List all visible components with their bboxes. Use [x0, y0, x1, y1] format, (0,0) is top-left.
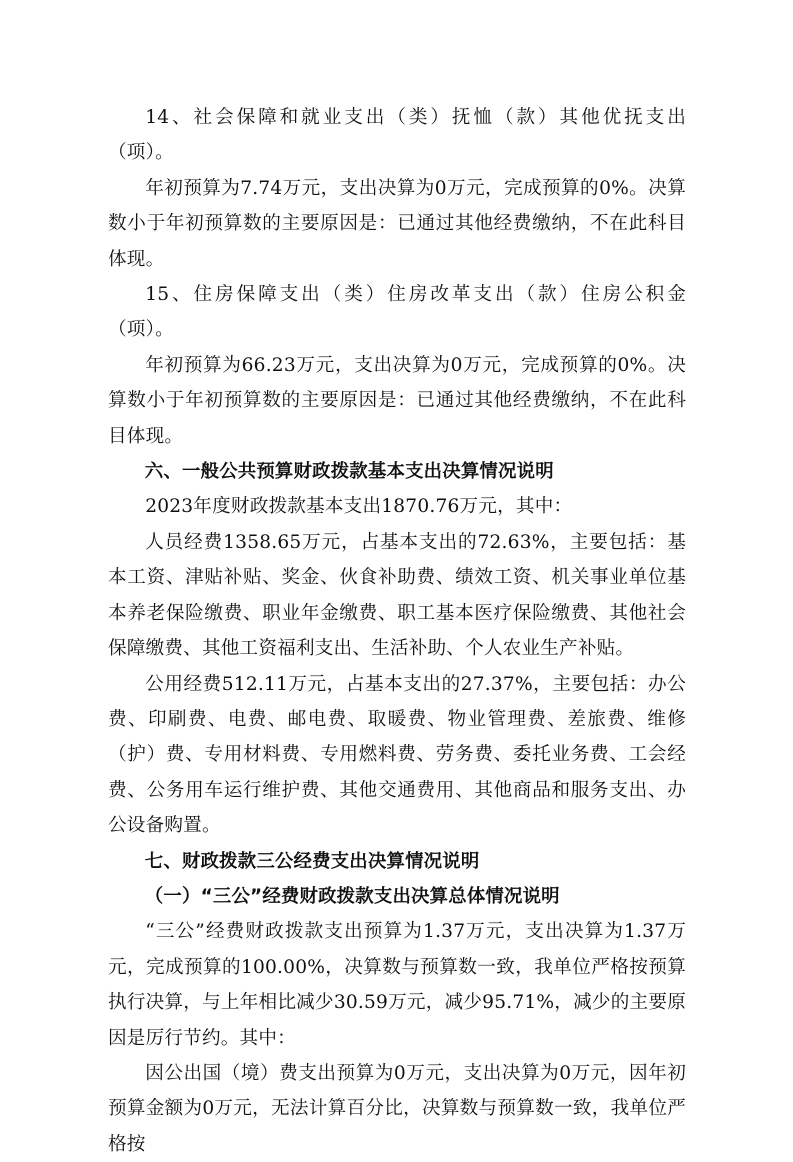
section-6-heading: 六、一般公共预算财政拨款基本支出决算情况说明 — [144, 461, 554, 483]
item-14-body: 年初预算为7.74万元，支出决算为0万元，完成预算的0%。决算数小于年初预算数的主要原因是：已通过其他经费缴纳，不在此科目体现。 — [108, 177, 686, 270]
section-7-heading: 七、财政拨款三公经费支出决算情况说明 — [144, 850, 480, 872]
section-7-1-heading: （一）“三公”经费财政拨款支出决算总体情况说明 — [144, 885, 560, 907]
item-15-title: 15、住房保障支出（类）住房改革支出（款）住房公积金（项）。 — [108, 284, 686, 341]
overseas-travel-paragraph: 因公出国（境）费支出预算为0万元，支出决算为0万元，因年初预算金额为0万元，无法计算百分比，决算数与预算数一致，我单位严格按 — [108, 1062, 686, 1155]
item-14-title: 14、社会保障和就业支出（类）抚恤（款）其他优抚支出（项）。 — [108, 107, 686, 164]
item-15-body: 年初预算为66.23万元，支出决算为0万元，完成预算的0%。决算数小于年初预算数的主要原因是：已通过其他经费缴纳，不在此科目体现。 — [108, 354, 686, 447]
personnel-expenses-paragraph: 人员经费1358.65万元，占基本支出的72.63%，主要包括：基本工资、津贴补贴、奖金、伙食补助费、绩效工资、机关事业单位基本养老保险缴费、职业年金缴费、职工基本医疗保险缴费、其他社会保障缴费、其他工资福利支出、生活补助、个人农业生产补贴。 — [108, 531, 686, 660]
public-expenses-paragraph: 公用经费512.11万元，占基本支出的27.37%，主要包括：办公费、印刷费、电费、邮电费、取暖费、物业管理费、差旅费、维修（护）费、专用材料费、专用燃料费、劳务费、委托业务费、工会经费、公务用车运行维护费、其他交通费用、其他商品和服务支出、办公设备购置。 — [108, 673, 686, 837]
three-public-summary: “三公”经费财政拨款支出预算为1.37万元，支出决算为1.37万元，完成预算的100.00%，决算数与预算数一致，我单位严格按预算执行决算，与上年相比减少30.59万元，减少95.71%，减少的主要原因是厉行节约。其中： — [108, 921, 686, 1049]
document-page — [108, 100, 686, 1162]
basic-expenditure-summary: 2023年度财政拨款基本支出1870.76万元，其中： — [145, 496, 573, 518]
